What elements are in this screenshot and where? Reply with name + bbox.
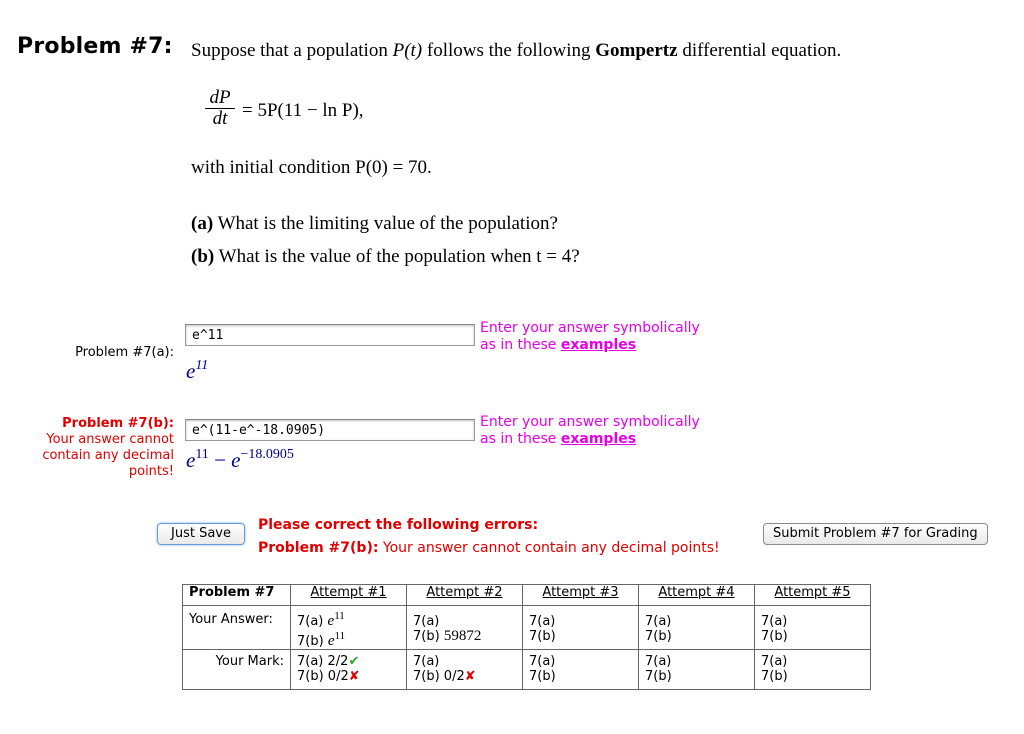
attempt-cell: 7(a) 7(b) 59872 <box>407 606 523 650</box>
answer-b-label: Problem #7(b): Your answer cannot contain any decimal points! <box>42 416 174 479</box>
attempt-cell: 7(a) 7(b) <box>755 650 871 690</box>
your-mark-label: Your Mark: <box>183 650 291 690</box>
attempts-table <box>182 584 871 690</box>
answer-a-preview: $e^{11}$ <box>186 358 209 383</box>
answer-a-input[interactable]: e^11 <box>185 324 475 346</box>
table-header-problem: Problem #7 <box>183 585 291 606</box>
table-header-attempt[interactable]: Attempt #5 <box>755 585 871 606</box>
table-header-attempt[interactable]: Attempt #2 <box>407 585 523 606</box>
table-header-attempt[interactable]: Attempt #4 <box>639 585 755 606</box>
equation-rhs: = 5P(11 − ln P), <box>242 100 364 121</box>
attempt-cell: 7(a) 7(b) <box>639 606 755 650</box>
error-heading: Please correct the following errors: <box>258 517 539 533</box>
table-row <box>183 606 871 650</box>
table-row <box>183 650 871 690</box>
table-header-attempt[interactable]: Attempt #1 <box>291 585 407 606</box>
table-header-row <box>183 585 871 606</box>
attempt-cell: 7(a) 2/2✔ 7(b) 0/2✘ <box>291 650 407 690</box>
examples-link[interactable]: examples <box>560 337 637 353</box>
cross-icon: ✘ <box>464 669 476 684</box>
fraction-denominator: dt <box>212 108 228 129</box>
just-save-button[interactable]: Just Save <box>157 523 245 545</box>
examples-link[interactable]: examples <box>560 431 637 447</box>
attempt-cell: 7(a) 7(b) <box>523 650 639 690</box>
table-header-attempt[interactable]: Attempt #3 <box>523 585 639 606</box>
cross-icon: ✘ <box>348 669 360 684</box>
derivative-fraction <box>205 88 235 129</box>
attempt-cell: 7(a) 7(b) <box>523 606 639 650</box>
problem-title: Problem #7: <box>17 34 173 59</box>
answer-b-preview: $e^{11} - e^{-18.0905}$ <box>186 447 294 472</box>
fraction-numerator: dP <box>205 88 235 109</box>
answer-a-label: Problem #7(a): <box>75 345 174 360</box>
problem-intro: Suppose that a population P(t) follows the following Gompertz differential equation. <box>191 40 842 61</box>
attempt-cell: 7(a) 7(b) 0/2✘ <box>407 650 523 690</box>
answer-a-hint: Enter your answer symbolically as in these examples <box>480 320 700 353</box>
submit-grading-button[interactable]: Submit Problem #7 for Grading <box>763 523 988 545</box>
your-answer-label: Your Answer: <box>183 606 291 650</box>
initial-condition: with initial condition P(0) = 70. <box>191 157 432 178</box>
question-a: (a) What is the limiting value of the population? <box>191 213 558 234</box>
check-icon: ✔ <box>348 654 360 669</box>
answer-b-hint: Enter your answer symbolically as in these examples <box>480 414 700 447</box>
question-b: (b) What is the value of the population when t = 4? <box>191 246 580 267</box>
attempt-cell: 7(a) 7(b) <box>755 606 871 650</box>
error-detail: Problem #7(b): Your answer cannot contain any decimal points! <box>258 540 720 556</box>
attempt-cell: 7(a) 7(b) <box>639 650 755 690</box>
answer-b-input[interactable]: e^(11-e^-18.0905) <box>185 419 475 441</box>
attempt-cell: 7(a) $e^{11}$ 7(b) $e^{11}$ <box>291 606 407 650</box>
